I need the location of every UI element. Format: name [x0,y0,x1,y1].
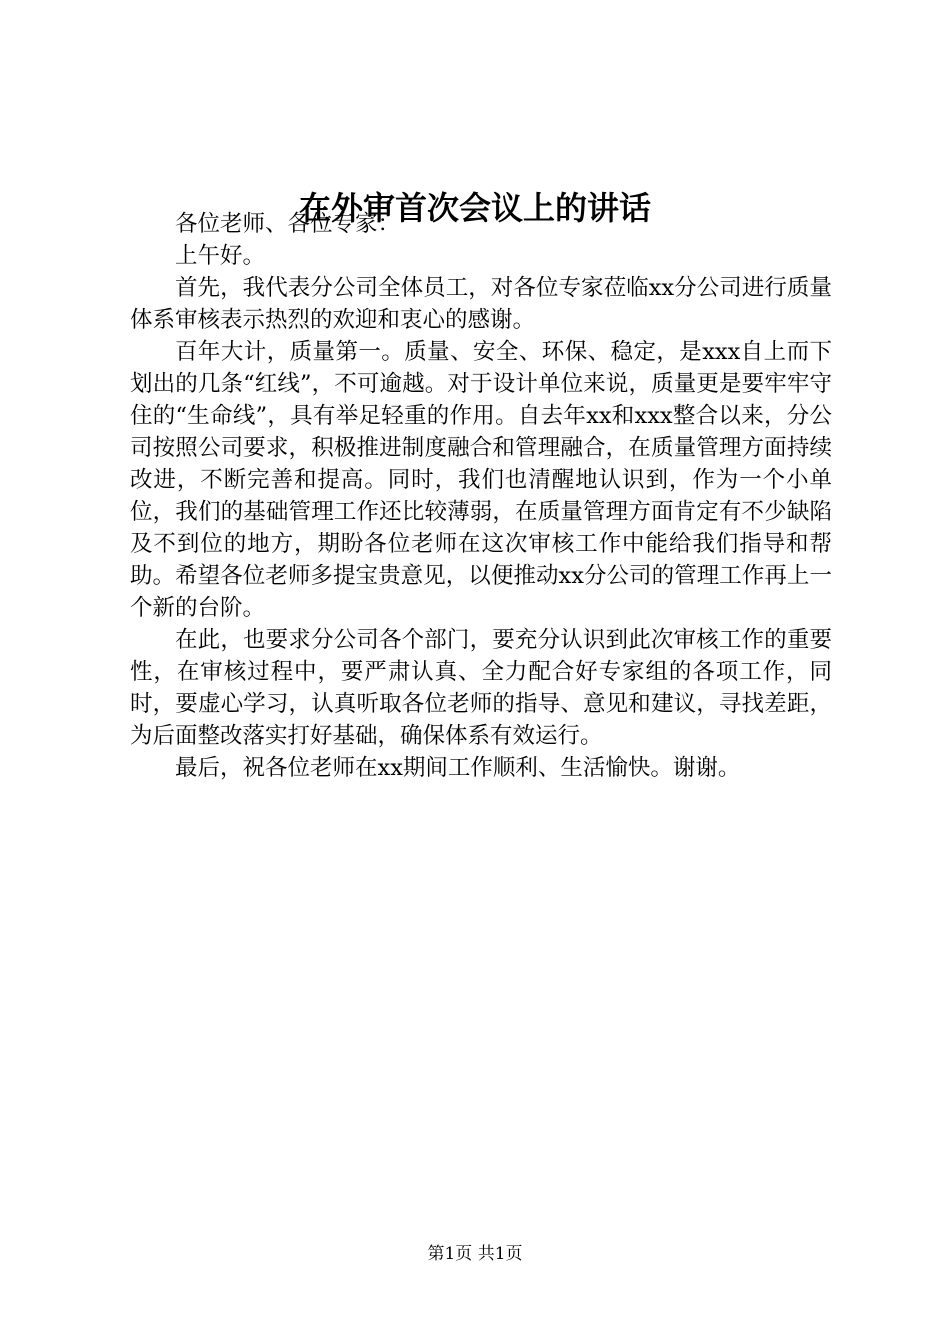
page-footer: 第1页 共1页 [427,1244,523,1264]
greeting: 上午好。 [175,243,266,269]
paragraph-welcome: 首先，我代表分公司全体员工，对各位专家莅临xx分公司进行质量体系审核表示热烈的欢迎和衷心的感谢。 [130,275,832,333]
document-title: 在外审首次会议上的讲话 [298,189,651,227]
paragraph-requirements: 在此，也要求分公司各个部门，要充分认识到此次审核工作的重要性，在审核过程中，要严肃认真、全力配合好专家组的各项工作，同时，要虚心学习，认真听取各位老师的指导、意见和建议，寻找差距，为后面整改落实打好基础，确保体系有效运行。 [130,627,832,749]
paragraph-closing: 最后，祝各位老师在xx期间工作顺利、生活愉快。谢谢。 [175,755,741,781]
document-body [130,208,832,784]
salutation: 各位老师、各位专家： [175,211,401,237]
paragraph-quality: 百年大计，质量第一。质量、安全、环保、稳定，是xxx自上而下划出的几条“红线”，不可逾越。对于设计单位来说，质量更是要牢牢守住的“生命线”，具有举足轻重的作用。自去年xx和xxx整合以来，分公司按照公司要求，积极推进制度融合和管理融合，在质量管理方面持续改进，不断完善和提高。同时，我们也清醒地认识到，作为一个小单位，我们的基础管理工作还比较薄弱，在质量管理方面肯定有不少缺陷及不到位的地方，期盼各位老师在这次审核工作中能给我们指导和帮助。希望各位老师多提宝贵意见，以便推动xx分公司的管理工作再上一个新的台阶。 [130,339,832,621]
